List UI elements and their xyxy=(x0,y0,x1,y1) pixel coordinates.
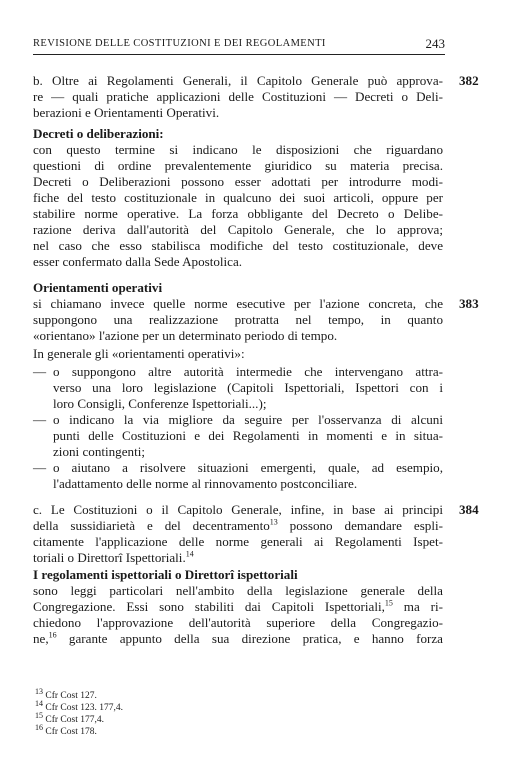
bullet-line: punti delle Costituzioni e dei Regolamenti in momenti e in situa- xyxy=(53,428,443,443)
margin-number-382: 382 xyxy=(459,73,479,88)
bullet-dash: — xyxy=(33,412,47,427)
footnote: $^{14}$ Cfr Cost 123. 177,4. xyxy=(35,698,123,713)
footnote: $^{15}$ Cfr Cost 177,4. xyxy=(35,710,104,725)
footnote-ref-16: 16 xyxy=(48,630,57,640)
bullet-line: zioni contingenti; xyxy=(53,444,146,459)
paragraph-c-line: c. Le Costituzioni o il Capitolo Generale, infine, in base ai principi xyxy=(33,502,443,517)
orientamenti-line: suppongono una realizzazione protratta nel tempo, in quanto xyxy=(33,312,443,327)
paragraph-b-line: b. Oltre ai Regolamenti Generali, il Capitolo Generale può approva- xyxy=(33,73,443,88)
paragraph-b-line: re — quali pratiche applicazioni delle Costituzioni — Decreti o Deli- xyxy=(33,89,443,104)
decreti-line: fiche del testo costituzionale in qualcuno dei suoi articoli, oppure per xyxy=(33,190,443,205)
decreti-line: Decreti o Deliberazioni possono esser adottati per introdurre modi- xyxy=(33,174,443,189)
paragraph-c-line: toriali o Direttorî Ispettoriali.$^{14}$ xyxy=(33,549,194,565)
bullet-line: verso una loro legislazione (Capitoli Ispettoriali, Ispettori con i xyxy=(53,380,443,395)
margin-number-384: 384 xyxy=(459,502,479,517)
orientamenti-line: «orientano» l'azione per un determinato periodo di tempo. xyxy=(33,328,338,343)
header-title: REVISIONE DELLE COSTITUZIONI E DEI REGOLAMENTI xyxy=(33,38,326,49)
bullet-line: o aiutano a risolvere situazioni emergenti, quale, ad esempio, xyxy=(53,460,443,475)
paragraph-b-line: berazioni e Orientamenti Operativi. xyxy=(33,105,220,120)
regolamenti-line: sono leggi particolari nell'ambito della legislazione generale della xyxy=(33,583,443,598)
decreti-line: nel caso che esso stabilisca modifiche del testo costituzionale, deve xyxy=(33,238,443,253)
bullet-line: o indicano la via migliore da seguire per l'osservanza di alcuni xyxy=(53,412,443,427)
orientamenti-line: In generale gli «orientamenti operativi»: xyxy=(33,346,245,361)
regolamenti-line: ne,$^{16}$ garante appunto della sua direzione pratica, e hanno forza xyxy=(33,630,443,646)
decreti-line: con questo termine si indicano le disposizioni che riguardano xyxy=(33,142,443,157)
orientamenti-heading: Orientamenti operativi xyxy=(33,280,163,295)
decreti-line: stabilire norme operative. La forza obbligante del Decreto o Delibe- xyxy=(33,206,443,221)
footnote-ref-13: 13 xyxy=(269,517,278,527)
page-number: 243 xyxy=(425,36,445,51)
bullet-line: l'adattamento delle norme al rinnovamento postconciliare. xyxy=(53,476,358,491)
regolamenti-heading: I regolamenti ispettoriali o Direttorî ispettoriali xyxy=(33,567,298,582)
bullet-dash: — xyxy=(33,364,47,379)
paragraph-c-line: della sussidiarietà e del decentramento$^{13}$ possono demandare espli- xyxy=(33,517,443,533)
decreti-line: razione deriva dall'autorità del Capitolo Generale, che lo approva; xyxy=(33,222,443,237)
bullet-dash: — xyxy=(33,460,47,475)
regolamenti-line: Congregazione. Essi sono stabiliti dai Capitoli Ispettoriali,$^{15}$ ma ri- xyxy=(33,598,443,614)
decreti-line: questioni di ordine prevalentemente giuridico su materia precisa. xyxy=(33,158,443,173)
running-header xyxy=(33,38,445,49)
footnote-ref-14: 14 xyxy=(185,549,194,559)
footnote: $^{16}$ Cfr Cost 178. xyxy=(35,722,97,737)
bullet-line: o suppongono altre autorità intermedie che intervengano attra- xyxy=(53,364,443,379)
bullet-line: loro Consigli, Conferenze Ispettoriali...); xyxy=(53,396,267,411)
footnote: $^{13}$ Cfr Cost 127. xyxy=(35,686,97,701)
footnote-ref-15: 15 xyxy=(384,598,393,608)
orientamenti-line: si chiamano invece quelle norme esecutive per l'azione concreta, che xyxy=(33,296,443,311)
decreti-line: esser confermato dalla Sede Apostolica. xyxy=(33,254,243,269)
margin-number-383: 383 xyxy=(459,296,479,311)
paragraph-c-line: citamente l'applicazione delle norme generali ai Regolamenti Ispet- xyxy=(33,534,443,549)
regolamenti-line: chiedono l'approvazione dell'autorità superiore della Congregazio- xyxy=(33,615,443,630)
decreti-heading: Decreti o deliberazioni: xyxy=(33,126,164,141)
header-rule xyxy=(33,54,445,55)
